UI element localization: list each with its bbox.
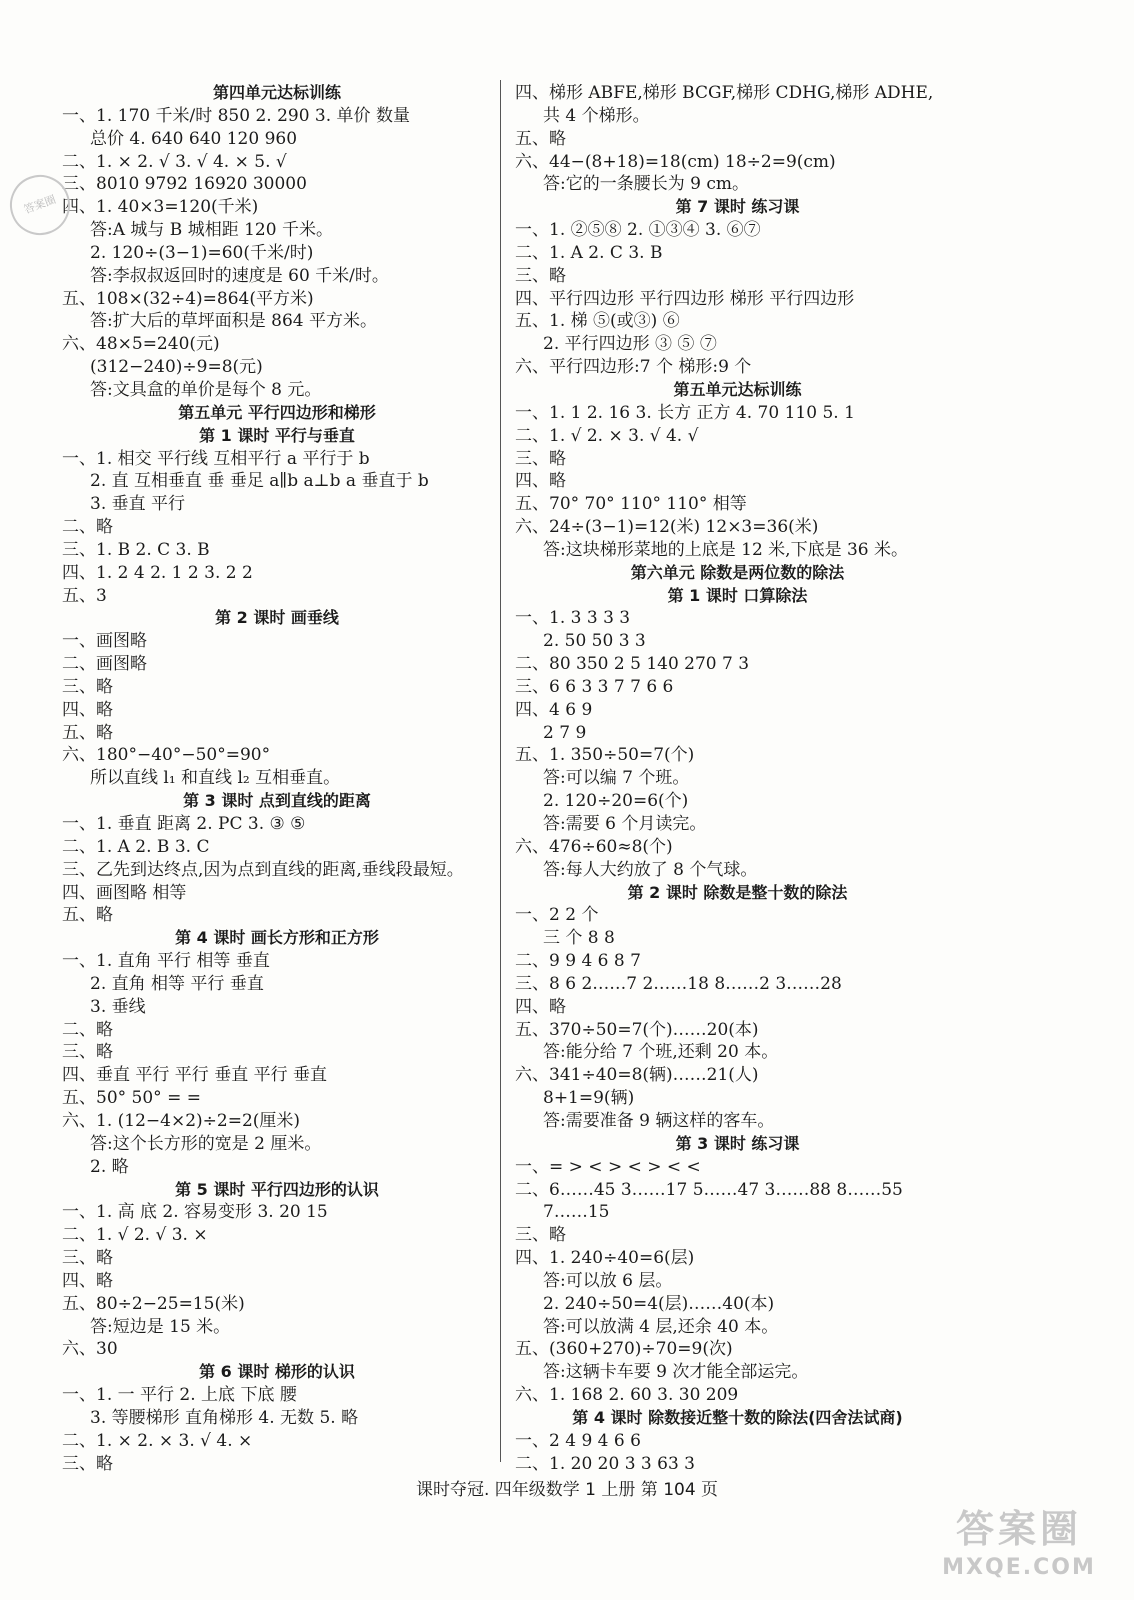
answer-line: 三、略 xyxy=(62,1042,113,1063)
answer-line: 8+1=9(辆) xyxy=(543,1088,635,1109)
answer-line: 三 个 8 8 xyxy=(543,928,615,949)
answer-line: 五、略 xyxy=(62,905,113,926)
answer-line: 六、180°−40°−50°=90° xyxy=(62,745,271,766)
answer-line: 二、略 xyxy=(62,1019,113,1040)
answer-line: 二、1. × 2. × 3. √ 4. × xyxy=(62,1430,253,1451)
answer-line: 二、1. 20 20 3 3 63 3 xyxy=(515,1453,695,1474)
answer-line: 7……15 xyxy=(543,1202,610,1223)
answer-line: 3. 垂线 xyxy=(90,996,146,1017)
answer-line: 四、垂直 平行 平行 垂直 平行 垂直 xyxy=(62,1065,328,1086)
answer-line: 五、50° 50° = = xyxy=(62,1088,201,1109)
answer-line: 四、1. 240÷40=6(层) xyxy=(515,1248,695,1269)
column-divider xyxy=(500,80,501,1462)
answer-line: 3. 等腰梯形 直角梯形 4. 无数 5. 略 xyxy=(90,1407,359,1428)
answer-line: 五、1. 350÷50=7(个) xyxy=(515,745,695,766)
answer-line: 三、略 xyxy=(62,676,113,697)
answer-line: 六、48×5=240(元) xyxy=(62,334,220,355)
answer-line: 二、6……45 3……17 5……47 3……88 8……55 xyxy=(515,1179,903,1200)
answer-line: 一、1. 1 2. 16 3. 长方 正方 4. 70 110 5. 1 xyxy=(515,402,855,423)
answer-line: 三、6 6 3 3 7 7 6 6 xyxy=(515,676,674,697)
section-heading: 第六单元 除数是两位数的除法 xyxy=(630,562,845,582)
answer-line: 二、1. × 2. √ 3. √ 4. × 5. √ xyxy=(62,151,287,172)
answer-line: 五、80÷2−25=15(米) xyxy=(62,1293,245,1314)
answer-line: 2. 120÷20=6(个) xyxy=(543,791,689,812)
section-heading: 第 2 课时 画垂线 xyxy=(215,608,339,628)
section-heading: 第 7 课时 练习课 xyxy=(675,197,800,217)
answer-line: 六、24÷(3−1)=12(米) 12×3=36(米) xyxy=(515,517,819,538)
answer-line: 二、1. A 2. C 3. B xyxy=(515,242,663,263)
answer-line: 五、1. 梯 ⑤(或③) ⑥ xyxy=(515,311,680,332)
answer-line: 一、1. 一 平行 2. 上底 下底 腰 xyxy=(62,1385,297,1406)
answer-line: 一、2 2 个 xyxy=(515,905,599,926)
answer-line: 二、略 xyxy=(62,517,113,538)
section-heading: 第 1 课时 口算除法 xyxy=(667,585,808,605)
answer-line: 一、1. 垂直 距离 2. PC 3. ③ ⑤ xyxy=(62,814,306,834)
answer-line: 答:这个长方形的宽是 2 厘米。 xyxy=(90,1133,322,1154)
right-column xyxy=(515,82,960,1475)
answer-line: 二、1. √ 2. √ 3. × xyxy=(62,1225,208,1246)
answer-line: 六、平行四边形:7 个 梯形:9 个 xyxy=(515,357,752,378)
answer-line: 三、略 xyxy=(515,448,566,469)
answer-line: 五、(360+270)÷70=9(次) xyxy=(515,1339,733,1360)
answer-line: 五、略 xyxy=(62,722,113,743)
answer-line: 四、略 xyxy=(62,1270,113,1291)
answer-line: 二、画图略 xyxy=(62,654,147,675)
answer-line: 二、1. √ 2. × 3. √ 4. √ xyxy=(515,425,699,446)
watermark-logo xyxy=(914,1505,1124,1590)
answer-line: 一、1. 170 千米/时 850 2. 290 3. 单价 数量 xyxy=(62,105,410,126)
section-heading: 第 1 课时 平行与垂直 xyxy=(199,425,355,445)
answer-line: 四、画图略 相等 xyxy=(62,882,187,903)
answer-line: 六、1. (12−4×2)÷2=2(厘米) xyxy=(62,1110,301,1131)
answer-line: 3. 垂直 平行 xyxy=(90,494,186,515)
answer-line: 四、略 xyxy=(62,699,113,720)
answer-line: 三、略 xyxy=(62,1248,113,1269)
answer-line: 四、略 xyxy=(515,996,566,1017)
answer-line: 六、341÷40=8(辆)……21(人) xyxy=(515,1065,759,1086)
page-footer: 课时夺冠. 四年级数学 1 上册 第 104 页 xyxy=(415,1480,719,1500)
answer-line: 一、1. 3 3 3 3 xyxy=(515,608,631,629)
section-heading: 第四单元达标训练 xyxy=(212,83,341,102)
section-heading: 第 4 课时 画长方形和正方形 xyxy=(175,928,379,948)
answer-line: 六、476÷60≈8(个) xyxy=(515,836,673,857)
answer-line: 答:这块梯形菜地的上底是 12 米,下底是 36 米。 xyxy=(543,539,909,560)
answer-line: 五、3 xyxy=(62,585,107,606)
answer-line: 答:短边是 15 米。 xyxy=(90,1316,231,1337)
section-heading: 第五单元达标训练 xyxy=(673,379,802,399)
answer-line: 四、1. 2 4 2. 1 2 3. 2 2 xyxy=(62,562,253,583)
answer-line: 四、平行四边形 平行四边形 梯形 平行四边形 xyxy=(515,288,855,309)
answer-line: 答:李叔叔返回时的速度是 60 千米/时。 xyxy=(90,265,389,286)
section-heading: 第 6 课时 梯形的认识 xyxy=(199,1362,355,1382)
answer-line: 答:可以放满 4 层,还余 40 本。 xyxy=(543,1316,779,1337)
answer-line: 一、1. 高 底 2. 容易变形 3. 20 15 xyxy=(62,1202,328,1223)
answer-line: 四、4 6 9 xyxy=(515,699,593,720)
answer-line: 四、略 xyxy=(515,471,566,492)
watermark-url: MXQE.COM xyxy=(942,1555,1096,1580)
left-column xyxy=(62,82,492,1475)
section-heading: 第 5 课时 平行四边形的认识 xyxy=(175,1179,379,1199)
answer-line: 答:文具盒的单价是每个 8 元。 xyxy=(90,379,322,400)
answer-line: 所以直线 l₁ 和直线 l₂ 互相垂直。 xyxy=(90,768,341,789)
answer-line: 2 7 9 xyxy=(543,722,587,743)
answer-line: 共 4 个梯形。 xyxy=(543,105,650,126)
answer-line: 一、1. ②⑤⑧ 2. ①③④ 3. ⑥⑦ xyxy=(515,220,761,241)
answer-line: 三、略 xyxy=(62,1453,113,1474)
answer-line: 答:每人大约放了 8 个气球。 xyxy=(543,859,758,880)
answer-line: 六、44−(8+18)=18(cm) 18÷2=9(cm) xyxy=(515,151,836,172)
answer-line: 五、108×(32÷4)=864(平方米) xyxy=(62,288,314,309)
answer-line: 三、8010 9792 16920 30000 xyxy=(62,174,307,195)
answer-line: 答:需要准备 9 辆这样的客车。 xyxy=(543,1110,775,1131)
answer-line: 答:它的一条腰长为 9 cm。 xyxy=(543,174,749,195)
answer-line: 三、乙先到达终点,因为点到直线的距离,垂线段最短。 xyxy=(62,859,464,880)
answer-line: 五、370÷50=7(个)……20(本) xyxy=(515,1019,759,1040)
answer-line: 答:能分给 7 个班,还剩 20 本。 xyxy=(543,1042,779,1063)
answer-line: 答:可以放 6 层。 xyxy=(543,1270,673,1291)
answer-line: 一、2 4 9 4 6 6 xyxy=(515,1430,641,1451)
answer-line: 五、70° 70° 110° 110° 相等 xyxy=(515,494,747,515)
answer-line: 2. 直角 相等 平行 垂直 xyxy=(90,973,264,994)
answer-line: 六、1. 168 2. 60 3. 30 209 xyxy=(515,1385,739,1406)
section-heading: 第 3 课时 练习课 xyxy=(675,1133,800,1153)
answer-line: 二、9 9 4 6 8 7 xyxy=(515,951,641,972)
section-heading: 第 3 课时 点到直线的距离 xyxy=(183,791,371,811)
answer-line: 三、8 6 2……7 2……18 8……2 3……28 xyxy=(515,973,842,994)
answer-line: 答:需要 6 个月读完。 xyxy=(543,814,707,834)
section-heading: 第 4 课时 除数接近整十数的除法(四舍法试商) xyxy=(572,1407,903,1427)
answer-line: 四、梯形 ABFE,梯形 BCGF,梯形 CDHG,梯形 ADHE, xyxy=(515,83,934,103)
section-heading: 第 2 课时 除数是整十数的除法 xyxy=(627,882,848,902)
answer-line: (312−240)÷9=8(元) xyxy=(90,357,263,378)
answer-line: 一、画图略 xyxy=(62,631,147,652)
answer-line: 二、1. A 2. B 3. C xyxy=(62,836,210,857)
answer-line: 总价 4. 640 640 120 960 xyxy=(90,128,298,149)
answer-line: 2. 240÷50=4(层)……40(本) xyxy=(543,1293,775,1314)
answer-line: 一、1. 相交 平行线 互相平行 a 平行于 b xyxy=(62,448,370,469)
answer-line: 答:扩大后的草坪面积是 864 平方米。 xyxy=(90,311,377,332)
section-heading: 第五单元 平行四边形和梯形 xyxy=(178,402,376,422)
answer-line: 三、略 xyxy=(515,1225,566,1246)
answer-line: 五、略 xyxy=(515,128,566,149)
stamp-seal: 答案圈 xyxy=(2,167,79,244)
answer-line: 三、1. B 2. C 3. B xyxy=(62,539,210,560)
answer-line: 2. 略 xyxy=(90,1156,129,1177)
answer-line: 二、80 350 2 5 140 270 7 3 xyxy=(515,654,750,675)
answer-line: 一、1. 直角 平行 相等 垂直 xyxy=(62,951,270,972)
answer-line: 2. 直 互相垂直 垂 垂足 a∥b a⊥b a 垂直于 b xyxy=(90,471,429,492)
answer-line: 六、30 xyxy=(62,1339,118,1360)
answer-line: 2. 120÷(3−1)=60(千米/时) xyxy=(90,242,314,263)
watermark-text: 答案圈 xyxy=(955,1507,1082,1551)
answer-line: 2. 平行四边形 ③ ⑤ ⑦ xyxy=(543,334,717,355)
answer-line: 2. 50 50 3 3 xyxy=(543,631,646,652)
answer-line: 答:这辆卡车要 9 次才能全部运完。 xyxy=(543,1362,809,1383)
answer-line: 答:可以编 7 个班。 xyxy=(543,768,690,789)
answer-line: 一、= > < > < > < < xyxy=(515,1156,701,1177)
answer-line: 三、略 xyxy=(515,265,566,286)
answer-line: 答:A 城与 B 城相距 120 千米。 xyxy=(90,220,333,241)
answer-line: 四、1. 40×3=120(千米) xyxy=(62,197,259,218)
